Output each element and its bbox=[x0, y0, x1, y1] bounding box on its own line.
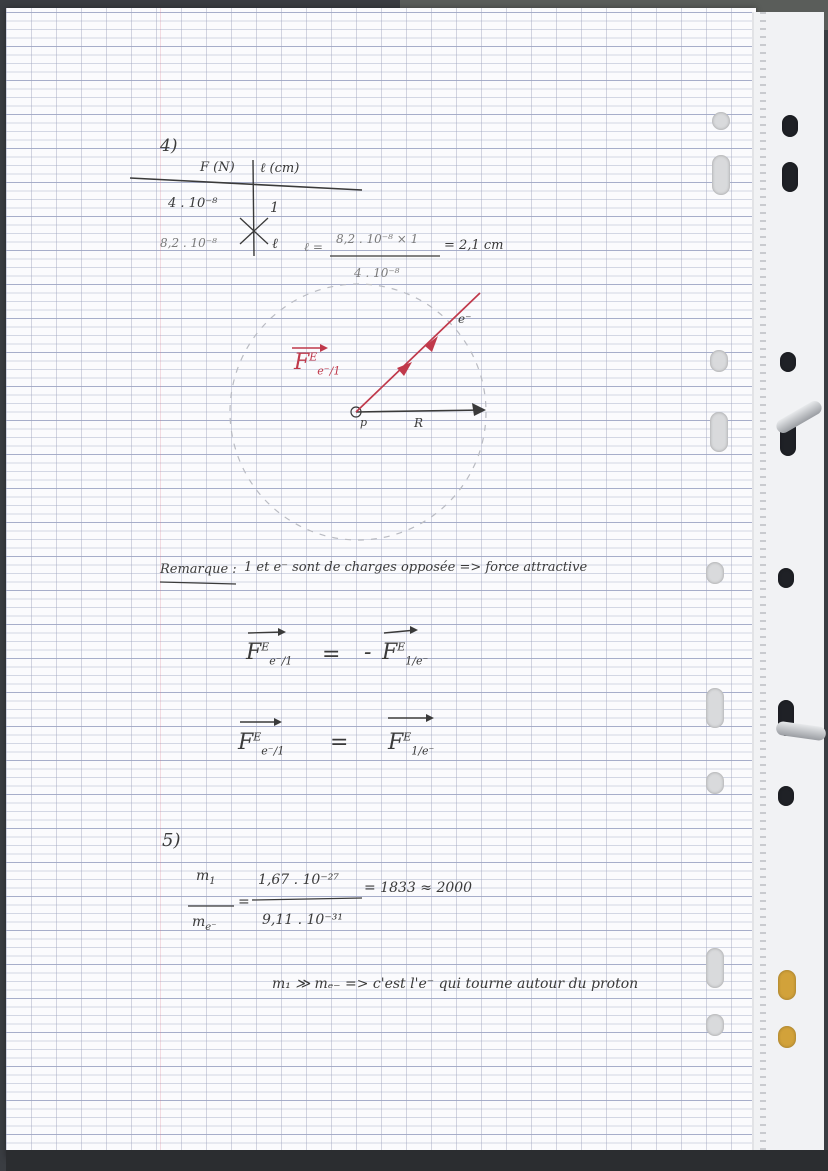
equation-2-sign: = bbox=[330, 730, 349, 755]
eq1-lhs-letter: F bbox=[246, 640, 262, 665]
question-4-label: 4) bbox=[160, 136, 178, 156]
ratio-denominator-sub: e⁻ bbox=[205, 921, 217, 933]
ratio-numerator bbox=[196, 868, 216, 887]
eq1-lhs-sup: E bbox=[261, 640, 270, 654]
eq2-rhs-letter: F bbox=[388, 730, 404, 755]
eq1-lhs-sub: e⁻/1 bbox=[269, 654, 293, 668]
equation-2-rhs bbox=[388, 730, 434, 757]
value-numerator: 1,67 . 10⁻²⁷ bbox=[258, 872, 339, 888]
proton-label: p bbox=[360, 416, 368, 429]
calc-numerator: 8,2 . 10⁻⁸ × 1 bbox=[336, 232, 419, 246]
calc-result: = 2,1 cm bbox=[444, 238, 504, 253]
value-denominator: 9,11 . 10⁻³¹ bbox=[262, 912, 343, 928]
diagram-force-label bbox=[294, 350, 340, 377]
ratio-numerator-sub: 1 bbox=[209, 875, 216, 887]
table-row1-length: 1 bbox=[270, 200, 279, 216]
remark-title: Remarque : bbox=[160, 562, 237, 577]
table-row2-force: 8,2 . 10⁻⁸ bbox=[160, 236, 217, 250]
table-row1-force: 4 . 10⁻⁸ bbox=[168, 196, 218, 211]
table-header-length: ℓ (cm) bbox=[260, 161, 300, 176]
equation-1-sign: = bbox=[322, 642, 341, 667]
radius-label: R bbox=[414, 416, 424, 430]
eq1-rhs-sub: 1/e⁻ bbox=[405, 654, 429, 668]
fraction-bar bbox=[252, 898, 362, 900]
diagram-force-letter: F bbox=[294, 350, 310, 375]
equation-2-lhs bbox=[238, 730, 284, 757]
diagram-force-superscript: E bbox=[309, 350, 318, 364]
ratio-equals: = bbox=[238, 894, 250, 910]
equation-1-rhs bbox=[382, 640, 428, 667]
calc-denominator: 4 . 10⁻⁸ bbox=[354, 266, 400, 280]
force-line bbox=[356, 293, 480, 412]
question-5-label: 5) bbox=[162, 830, 181, 851]
eq2-rhs-sub: 1/e⁻ bbox=[411, 744, 435, 758]
eq2-lhs-letter: F bbox=[238, 730, 254, 755]
diagram-force-subscript: e⁻/1 bbox=[317, 364, 341, 378]
table-row2-length: ℓ bbox=[272, 236, 278, 252]
electron-label: e⁻ bbox=[458, 312, 472, 326]
table-header-force: F (N) bbox=[200, 160, 235, 175]
table-header-line bbox=[130, 178, 362, 190]
eq2-lhs-sup: E bbox=[253, 730, 262, 744]
remark-underline bbox=[160, 582, 236, 584]
ratio-denominator-letter: m bbox=[192, 914, 206, 930]
eq2-rhs-sup: E bbox=[403, 730, 412, 744]
ratio-numerator-letter: m bbox=[196, 868, 210, 884]
force-arrowhead bbox=[397, 362, 412, 376]
ratio-result: = 1833 ≈ 2000 bbox=[364, 880, 473, 896]
question-5-conclusion: m₁ ≫ mₑ₋ => c'est l'e⁻ qui tourne autour du proton bbox=[272, 976, 639, 992]
table-divider-line bbox=[253, 160, 254, 256]
equation-1-minus: - bbox=[364, 640, 372, 665]
ratio-denominator bbox=[192, 914, 216, 933]
eq2-lhs-sub: e⁻/1 bbox=[261, 744, 285, 758]
equation-1-lhs bbox=[246, 640, 292, 667]
remark-text: 1 et e⁻ sont de charges opposée => force attractive bbox=[244, 560, 588, 575]
eq1-rhs-letter: F bbox=[382, 640, 398, 665]
radius-line bbox=[356, 410, 484, 412]
calc-lhs: ℓ = bbox=[304, 240, 323, 254]
eq1-rhs-sup: E bbox=[397, 640, 406, 654]
radius-arrowhead bbox=[472, 403, 486, 416]
